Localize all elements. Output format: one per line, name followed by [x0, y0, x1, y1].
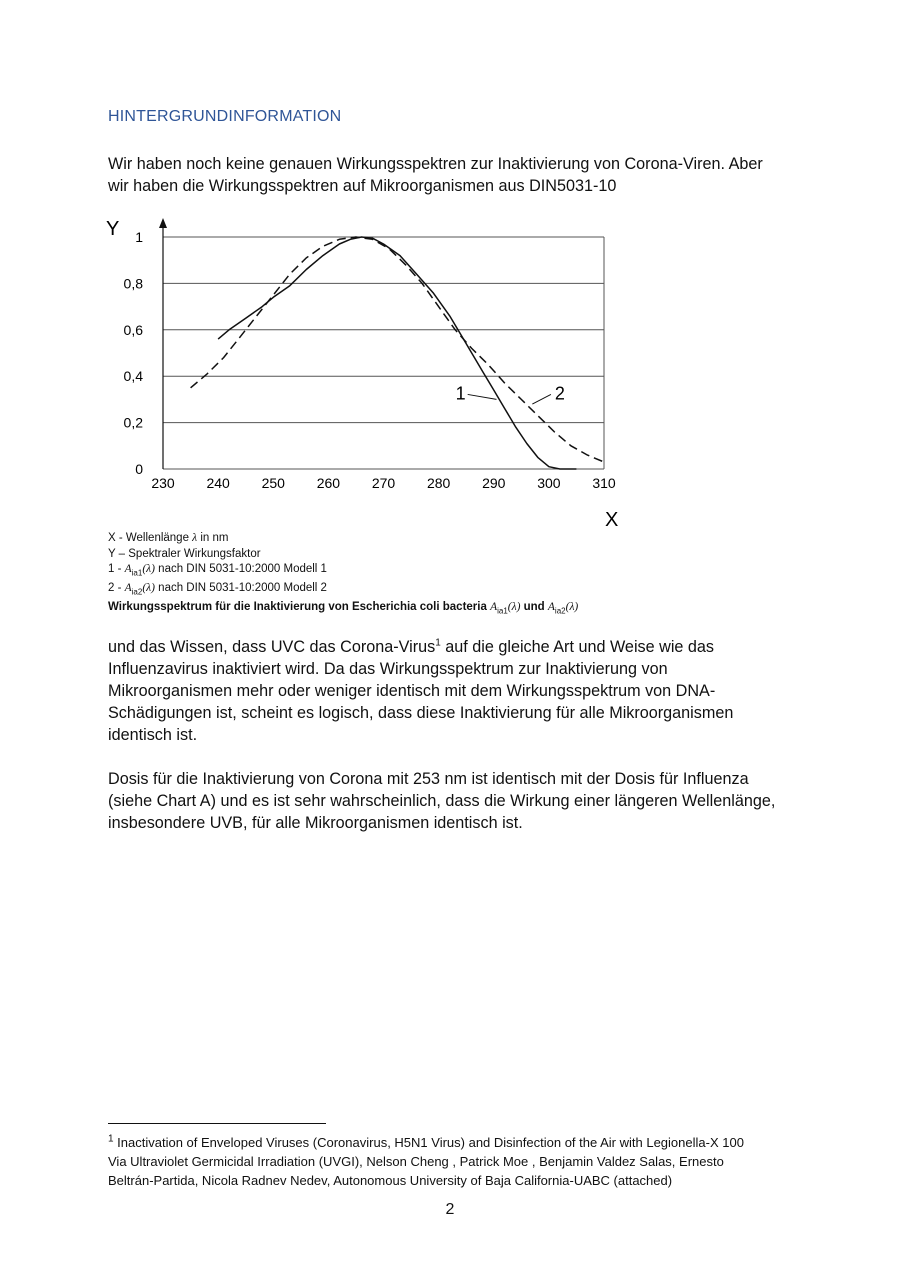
- legend-model-2-text: nach DIN 5031-10:2000 Modell 2: [154, 581, 327, 594]
- footnote-line-3: Beltrán-Partida, Nicola Radnev Nedev, Autonomous University of Baja California-UABC (attached): [108, 1173, 673, 1188]
- para2-line-4: Schädigungen ist, scheint es logisch, dass diese Inaktivierung für alle Mikroorganismen: [108, 704, 734, 722]
- x-tick-0: 230: [151, 475, 175, 491]
- y-tick-1: 0,2: [123, 414, 143, 431]
- legend-model-2-sub: ia2: [131, 587, 143, 597]
- legend-model-1: [108, 562, 578, 581]
- para3-line-3: insbesondere UVB, für alle Mikroorganismen identisch ist.: [108, 814, 523, 832]
- annotation-leader-2: [532, 394, 551, 404]
- series-line-2: [191, 237, 604, 462]
- legend-y: Y – Spektraler Wirkungsfaktor: [108, 547, 261, 560]
- caption-arg-2: (λ): [565, 600, 579, 613]
- legend-model-2-symbol: A: [124, 581, 132, 594]
- caption-symbol-2: A: [547, 600, 555, 613]
- y-tick-3: 0,6: [123, 321, 143, 338]
- legend-model-1-symbol: A: [124, 563, 132, 575]
- para2-line-1: [108, 636, 798, 658]
- intro-paragraph: [108, 153, 798, 197]
- para3-line-2: (siehe Chart A) und es ist sehr wahrscheinlich, dass die Wirkung einer längeren Wellenlänge,: [108, 792, 776, 810]
- y-tick-labels: [124, 229, 144, 477]
- footnote-ref[interactable]: 1: [435, 637, 441, 649]
- series-line-1: [218, 237, 576, 469]
- caption-symbol-1: A: [490, 600, 498, 613]
- x-tick-6: 290: [482, 475, 506, 491]
- caption-arg-1: (λ): [507, 600, 521, 613]
- chart-grid: [159, 218, 604, 469]
- legend-model-2: [108, 581, 578, 600]
- action-spectrum-chart: [100, 212, 640, 532]
- para2-line-1a: und das Wissen, dass UVC das Corona-Virus: [108, 638, 436, 656]
- annotation-label-1: 1: [455, 383, 466, 404]
- para2-line-3: Mikroorganismen mehr oder weniger identisch mit dem Wirkungsspektrum von DNA-: [108, 682, 716, 700]
- footnote: [108, 1133, 798, 1190]
- y-axis-letter: Y: [106, 218, 120, 240]
- caption-and: und: [520, 600, 548, 613]
- intro-line-1: Wir haben noch keine genauen Wirkungsspektren zur Inaktivierung von Corona-Viren. Aber: [108, 155, 763, 173]
- footnote-line-1: [108, 1133, 798, 1152]
- para3-line-1: Dosis für die Inaktivierung von Corona mit 253 nm ist identisch mit der Dosis für Influenza: [108, 770, 749, 788]
- legend-x-text: X - Wellenlänge: [108, 532, 193, 544]
- x-tick-3: 260: [316, 475, 341, 491]
- legend-model-1-prefix: 1 -: [108, 563, 125, 575]
- legend-model-1-arg: (λ): [142, 563, 155, 575]
- legend-lambda-symbol: λ: [192, 532, 198, 544]
- legend-model-1-text: nach DIN 5031-10:2000 Modell 1: [154, 563, 327, 575]
- caption-text: Wirkungsspektrum für die Inaktivierung von Escherichia coli bacteria: [108, 600, 491, 613]
- x-axis-letter: X: [605, 509, 619, 531]
- legend-model-2-prefix: 2 -: [108, 581, 125, 594]
- x-tick-labels: [151, 475, 616, 491]
- footnote-line-2: Via Ultraviolet Germicidal Irradiation (UVGI), Nelson Cheng , Patrick Moe , Benjamin Valdez Salas, Ernesto: [108, 1154, 724, 1169]
- section-heading: HINTERGRUNDINFORMATION: [108, 108, 342, 125]
- x-tick-5: 280: [426, 475, 451, 491]
- x-tick-8: 310: [592, 475, 616, 491]
- footnote-separator: [108, 1123, 326, 1124]
- x-tick-1: 240: [206, 475, 230, 491]
- intro-line-2: wir haben die Wirkungsspektren auf Mikroorganismen aus DIN5031-10: [108, 177, 617, 195]
- para2-line-1b: auf die gleiche Art und Weise wie das: [440, 638, 715, 656]
- annotation-label-2: 2: [554, 383, 565, 404]
- x-tick-2: 250: [261, 475, 285, 491]
- footnote-text-1: Inactivation of Enveloped Viruses (Coronavirus, H5N1 Virus) and Disinfection of the Air with Legionella-X 100: [113, 1135, 744, 1150]
- chart-series: [191, 237, 604, 469]
- legend-model-2-arg: (λ): [142, 581, 155, 594]
- chart-legend: [108, 531, 578, 618]
- legend-model-1-sub: ia1: [131, 568, 143, 578]
- caption-sub-1: ia1: [497, 605, 508, 615]
- y-tick-0: 0: [135, 461, 143, 477]
- chart-caption: [108, 600, 578, 619]
- y-tick-2: 0,4: [123, 368, 143, 385]
- y-tick-5: 1: [135, 229, 143, 245]
- legend-x: [108, 531, 578, 547]
- annotation-leader-1: [468, 394, 497, 399]
- chart-annotations: [456, 383, 565, 404]
- y-axis-arrow: [159, 218, 167, 228]
- x-tick-4: 270: [371, 475, 396, 491]
- footnote-marker: 1: [108, 1133, 114, 1145]
- caption-sub-2: ia2: [554, 605, 566, 615]
- y-tick-4: 0,8: [123, 275, 143, 292]
- para2-line-5: identisch ist.: [108, 726, 198, 744]
- para2-line-2: Influenzavirus inaktiviert wird. Da das Wirkungsspektrum zur Inaktivierung von: [108, 660, 668, 678]
- x-tick-7: 300: [537, 475, 561, 491]
- body-paragraph-1: [108, 636, 798, 746]
- body-paragraph-2: [108, 768, 798, 834]
- page-number: 2: [445, 1201, 455, 1218]
- legend-x-unit: in nm: [197, 532, 229, 544]
